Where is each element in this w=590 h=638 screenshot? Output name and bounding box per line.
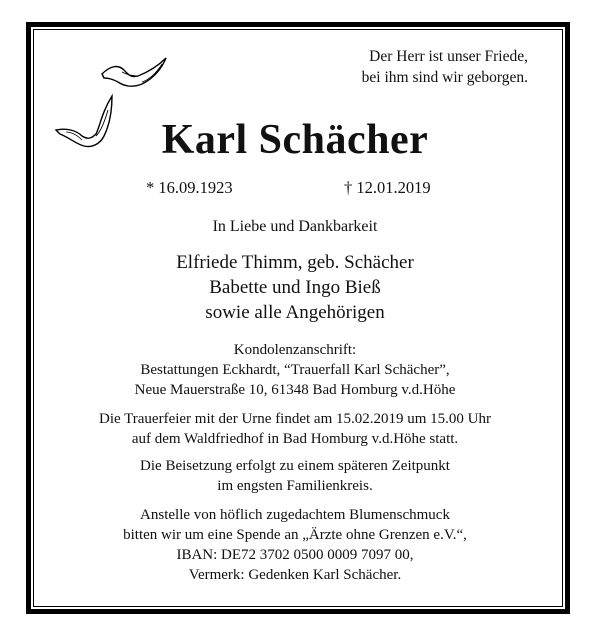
family-member: Elfriede Thimm, geb. Schächer <box>176 252 414 273</box>
condolence-line: Bestattungen Eckhardt, “Trauerfall Karl Schächer”, <box>140 362 450 378</box>
family-member: Babette und Ingo Bieß <box>209 277 381 298</box>
donation-line: Vermerk: Gedenken Karl Schächer. <box>188 567 402 583</box>
donation-notice <box>0 505 590 585</box>
family-member: sowie alle Angehörigen <box>205 302 385 323</box>
condolence-heading: Kondolenzanschrift: <box>233 342 357 358</box>
dedication-text: In Liebe und Dankbarkeit <box>212 218 378 235</box>
condolence-line: Neue Mauerstraße 10, 61348 Bad Homburg v.d.Höhe <box>134 382 456 398</box>
condolence-address <box>0 340 590 400</box>
donation-line: IBAN: DE72 3702 0500 0009 7097 00, <box>176 547 414 563</box>
motto-line: Der Herr ist unser Friede, <box>369 48 528 65</box>
burial-line: Die Beisetzung erfolgt zu einem späteren Zeitpunkt <box>140 458 450 474</box>
donation-line: Anstelle von höflich zugedachtem Blumenschmuck <box>140 507 450 523</box>
family-list <box>0 250 590 325</box>
ceremony-notice <box>0 409 590 449</box>
death-date: † 12.01.2019 <box>344 178 431 197</box>
burial-notice <box>0 456 590 496</box>
motto-line: bei ihm sind wir geborgen. <box>361 69 528 86</box>
ceremony-line: Die Trauerfeier mit der Urne findet am 15.02.2019 um 15.00 Uhr <box>99 411 491 427</box>
burial-line: im engsten Familienkreis. <box>217 478 373 494</box>
ceremony-line: auf dem Waldfriedhof in Bad Homburg v.d.Höhe statt. <box>131 431 459 447</box>
donation-line: bitten wir um eine Spende an „Ärzte ohne Grenzen e.V.“, <box>123 527 467 543</box>
birth-date: * 16.09.1923 <box>146 178 233 197</box>
deceased-name: Karl Schächer <box>161 117 429 163</box>
motto-verse <box>268 46 528 88</box>
